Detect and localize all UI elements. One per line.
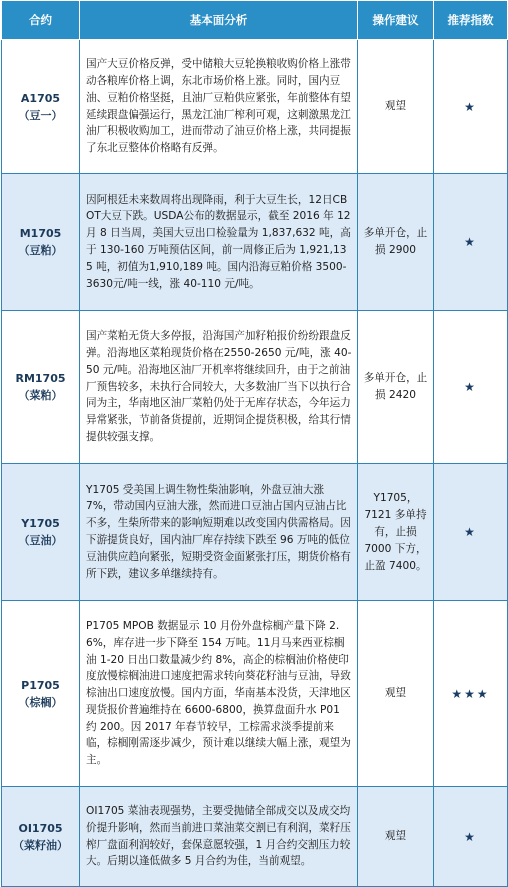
- table-header-row: [2, 1, 508, 40]
- analysis-cell: 因阿根廷未来数周将出现降雨，利于大豆生长，12日CBOT大豆下跌。USDA公布的数据显示，截至 2016 年 12 月 8 日当周，美国大豆出口检验量为 1,837,632 吨，高于 130-160 万吨预估区间，前一周修正后为 1,921,135 吨，初值为1,910,189 吨。国内沿海豆粕价格 3500-3630元/吨一线，涨 40-110 元/吨。: [80, 174, 358, 311]
- advice-cell: 观望: [358, 601, 434, 787]
- contract-code: RM1705: [15, 372, 66, 385]
- contract-name: （豆一）: [18, 108, 63, 122]
- table-row: [2, 311, 508, 464]
- table-row: [2, 787, 508, 887]
- contract-code: OI1705: [18, 821, 63, 835]
- header-advice: 操作建议: [358, 1, 434, 40]
- header-index: 推荐指数: [434, 1, 508, 40]
- star-rating: ★: [434, 311, 508, 464]
- advice-cell: 多单开仓，止损 2900: [358, 174, 434, 311]
- analysis-cell: Y1705 受美国上调生物性柴油影响，外盘豆油大涨 7%，带动国内豆油大涨，然而进口豆油占国内豆油占比不多，生柴所带来的影响短期难以改变国内供需格局。因下游提货良好，国内油厂库存持续下跌至 96 万吨的低位 豆油供应趋向紧张，短期受资金面紧张打压，期货价格有所下跌，建议多单继续持有。: [80, 464, 358, 601]
- advice-cell: 多单开仓，止损 2420: [358, 311, 434, 464]
- table-row: [2, 601, 508, 787]
- advice-cell: Y1705，7121 多单持有，止损7000 下方，止盈 7400。: [358, 464, 434, 601]
- header-contract: 合约: [2, 1, 80, 40]
- star-rating: ★: [434, 787, 508, 887]
- advice-cell: 观望: [358, 40, 434, 174]
- analysis-cell: P1705 MPOB 数据显示 10 月份外盘棕榈产量下降 2.6%，库存进一步下降至 154 万吨。11月马来西亚棕榈油 1-20 日出口数量减少约 8%，高企的棕榈油价格使印度放慢棕榈油进口速度把需求转向葵花籽油与豆油，导致棕油出口速度放慢。国内方面，华南基本没货，天津地区现货报价普遍维持在 6600-6800，换算盘面升水 P01 约 200。因 2017 年春节较早，工棕需求淡季提前来临，棕榈刚需逐步减少，预计难以继续大幅上涨，观望为主。: [80, 601, 358, 787]
- contract-code: M1705: [19, 227, 62, 240]
- table-row: [2, 174, 508, 311]
- contract-name: （棕榈）: [18, 695, 63, 709]
- contract-code: A1705: [20, 91, 61, 105]
- futures-recommendation-table: [1, 0, 508, 887]
- contract-name: （菜籽油）: [13, 838, 68, 852]
- table-row: [2, 40, 508, 174]
- analysis-cell: 国产菜粕无货大多停报，沿海国产加籽粕报价纷纷跟盘反弹。沿海地区菜粕现货价格在2550-2650 元/吨，涨 40-50 元/吨。沿海地区油厂开机率将继续回升，由于之前油厂预售较多，未执行合同较大，大多数油厂当下以执行合同为主，华南地区油厂菜粕仍处于无库存状态，今年运力异常紧张，节前备货提前，近期饲企提货积极，给其行情提供较强支撑。: [80, 311, 358, 464]
- contract-name: （豆粕）: [18, 244, 63, 257]
- contract-cell: [2, 464, 80, 601]
- analysis-cell: OI1705 菜油表现强势，主要受抛储全部成交以及成交均价提升影响，然而当前进口菜油菜交割已有利润，菜籽压榨厂盘面利润较好，套保意愿较强，1 月合约交割压力较大。后期以逢低做多 5 月合约为佳，当前观望。: [80, 787, 358, 887]
- star-rating: ★: [434, 174, 508, 311]
- advice-cell: 观望: [358, 787, 434, 887]
- contract-name: （菜粕）: [18, 389, 63, 402]
- contract-cell: [2, 601, 80, 787]
- contract-name: （豆油）: [18, 534, 63, 547]
- table-row: [2, 464, 508, 601]
- contract-cell: [2, 40, 80, 174]
- contract-code: Y1705: [21, 517, 60, 530]
- contract-cell: [2, 787, 80, 887]
- contract-cell: [2, 174, 80, 311]
- contract-code: P1705: [21, 678, 60, 692]
- star-rating: ★: [434, 40, 508, 174]
- header-analysis: 基本面分析: [80, 1, 358, 40]
- contract-cell: [2, 311, 80, 464]
- analysis-cell: 国产大豆价格反弹，受中储粮大豆轮换粮收购价格上涨带动各粮库价格上调，东北市场价格上涨。同时，国内豆油、豆粕价格坚挺，且油厂豆粕供应紧张，年前整体有望延续跟盘偏强运行，黑龙江油厂榨利可观，这刺激黑龙江油厂积极收购加工，进而带动了油豆价格上涨，共同提振了东北豆整体价格略有反弹。: [80, 40, 358, 174]
- star-rating: ★★★: [434, 601, 508, 787]
- star-rating: ★: [434, 464, 508, 601]
